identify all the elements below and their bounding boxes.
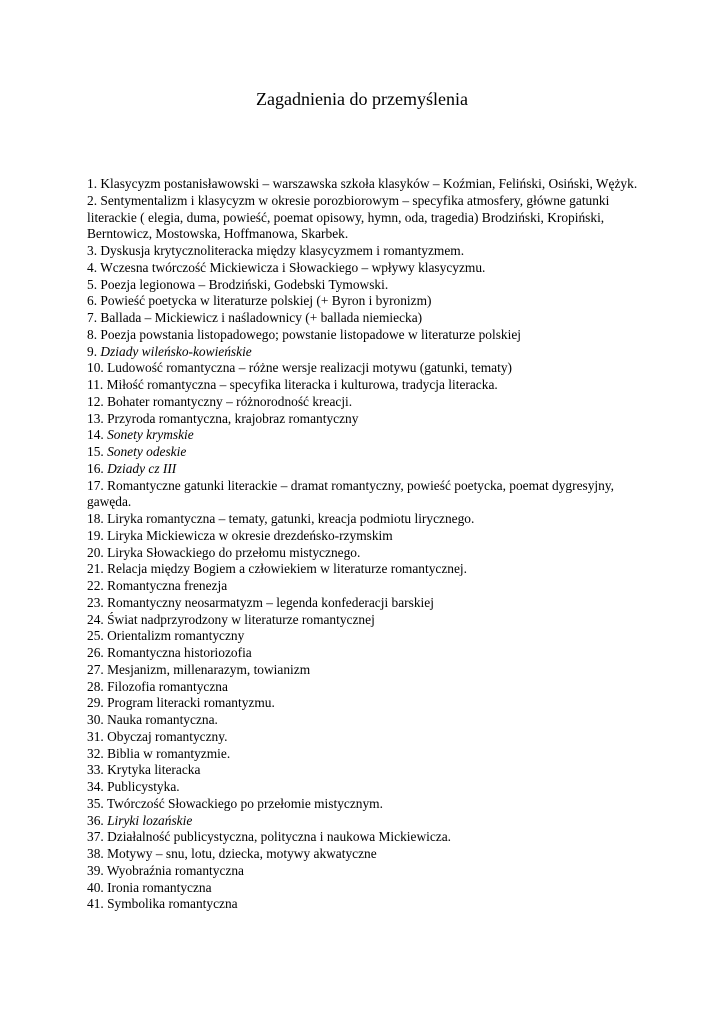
topic-item: 21. Relacja między Bogiem a człowiekiem w literaturze romantycznej. (87, 561, 467, 577)
topic-work-title: Liryki lozańskie (107, 812, 193, 828)
topic-item: 6. Powieść poetycka w literaturze polskiej (+ Byron i byronizm) (87, 293, 432, 309)
topic-item (87, 461, 647, 478)
topic-item (87, 813, 647, 830)
topic-item: 19. Liryka Mickiewicza w okresie drezdeńsko-rzymskim (87, 527, 393, 543)
topic-item: 35. Twórczość Słowackiego po przełomie mistycznym. (87, 795, 383, 811)
topic-list (87, 176, 647, 913)
topic-item: 3. Dyskusja krytycznoliteracka między klasycyzmem i romantyzmem. (87, 243, 465, 258)
topic-item (87, 444, 647, 461)
topic-item: 37. Działalność publicystyczna, polityczna i naukowa Mickiewicza. (87, 829, 452, 845)
topic-item: 25. Orientalizm romantyczny (87, 628, 245, 644)
topic-item: 29. Program literacki romantyzmu. (87, 695, 275, 711)
topic-item: 4. Wczesna twórczość Mickiewicza i Słowackiego – wpływy klasycyzmu. (87, 259, 486, 275)
topic-work-title: Sonety krymskie (107, 427, 194, 443)
topic-item: 22. Romantyczna frenezja (87, 578, 228, 593)
topic-item: 34. Publicystyka. (87, 779, 180, 794)
topic-item: 30. Nauka romantyczna. (87, 712, 218, 727)
topic-work-title: Sonety odeskie (107, 444, 187, 459)
topic-item: 10. Ludowość romantyczna – różne wersje realizacji motywu (gatunki, tematy) (87, 360, 513, 376)
topic-item: 17. Romantyczne gatunki literackie – dramat romantyczny, powieść poetycka, poemat dygresyjny, gawęda. (87, 477, 615, 510)
topic-item: 27. Mesjanizm, millenarazym, towianizm (87, 661, 311, 677)
topic-item: 1. Klasycyzm postanisławowski – warszawska szkoła klasyków – Koźmian, Feliński, Osiński, Wężyk. (87, 176, 638, 191)
topic-item: 8. Poezja powstania listopadowego; powstanie listopadowe w literaturze polskiej (87, 326, 521, 342)
topic-item: 28. Filozofia romantyczna (87, 678, 228, 694)
topic-item: 2. Sentymentalizm i klasycyzm w okresie porozbiorowym – specyfika atmosfery, główne gatunki literackie ( elegia, duma, powieść, poemat opisowy, hymn, oda, tragedia) Brodziński, Kropiński, Berntowicz, Mostowska, Hoffmanowa, Skarbek. (87, 192, 610, 242)
topic-item: 33. Krytyka literacka (87, 762, 201, 778)
topic-item (87, 427, 647, 444)
topic-item: 41. Symbolika romantyczna (87, 896, 238, 912)
topic-item: 40. Ironia romantyczna (87, 879, 212, 895)
topic-number: 9. (87, 343, 101, 359)
topic-item: 39. Wyobraźnia romantyczna (87, 862, 244, 878)
topic-item: 7. Ballada – Mickiewicz i naśladownicy (+ ballada niemiecka) (87, 310, 423, 325)
topic-work-title: Dziady wileńsko-kowieńskie (100, 343, 252, 359)
topic-number: 36. (87, 812, 108, 828)
topic-item: 24. Świat nadprzyrodzony w literaturze romantycznej (87, 611, 375, 627)
topic-item: 20. Liryka Słowackiego do przełomu mistycznego. (87, 544, 361, 560)
page-title: Zagadnienia do przemyślenia (256, 89, 468, 109)
topic-item: 12. Bohater romantyczny – różnorodność kreacji. (87, 393, 353, 409)
topic-item: 18. Liryka romantyczna – tematy, gatunki, kreacja podmiotu lirycznego. (87, 511, 475, 526)
topic-item: 5. Poezja legionowa – Brodziński, Godebski Tymowski. (87, 276, 389, 292)
topic-number: 16. (87, 460, 108, 476)
topic-item: 13. Przyroda romantyczna, krajobraz romantyczny (87, 410, 359, 426)
topic-item: 32. Biblia w romantyzmie. (87, 745, 231, 761)
topic-item: 31. Obyczaj romantyczny. (87, 728, 228, 744)
topic-item: 11. Miłość romantyczna – specyfika literacka i kulturowa, tradycja literacka. (87, 377, 498, 392)
topic-item: 23. Romantyczny neosarmatyzm – legenda konfederacji barskiej (87, 594, 434, 610)
topic-item: 38. Motywy – snu, lotu, dziecka, motywy akwatyczne (87, 846, 377, 861)
topic-number: 15. (87, 444, 108, 459)
topic-item (87, 344, 647, 361)
topic-item: 26. Romantyczna historiozofia (87, 645, 252, 660)
topic-number: 14. (87, 427, 108, 443)
topic-work-title: Dziady cz III (107, 460, 177, 476)
